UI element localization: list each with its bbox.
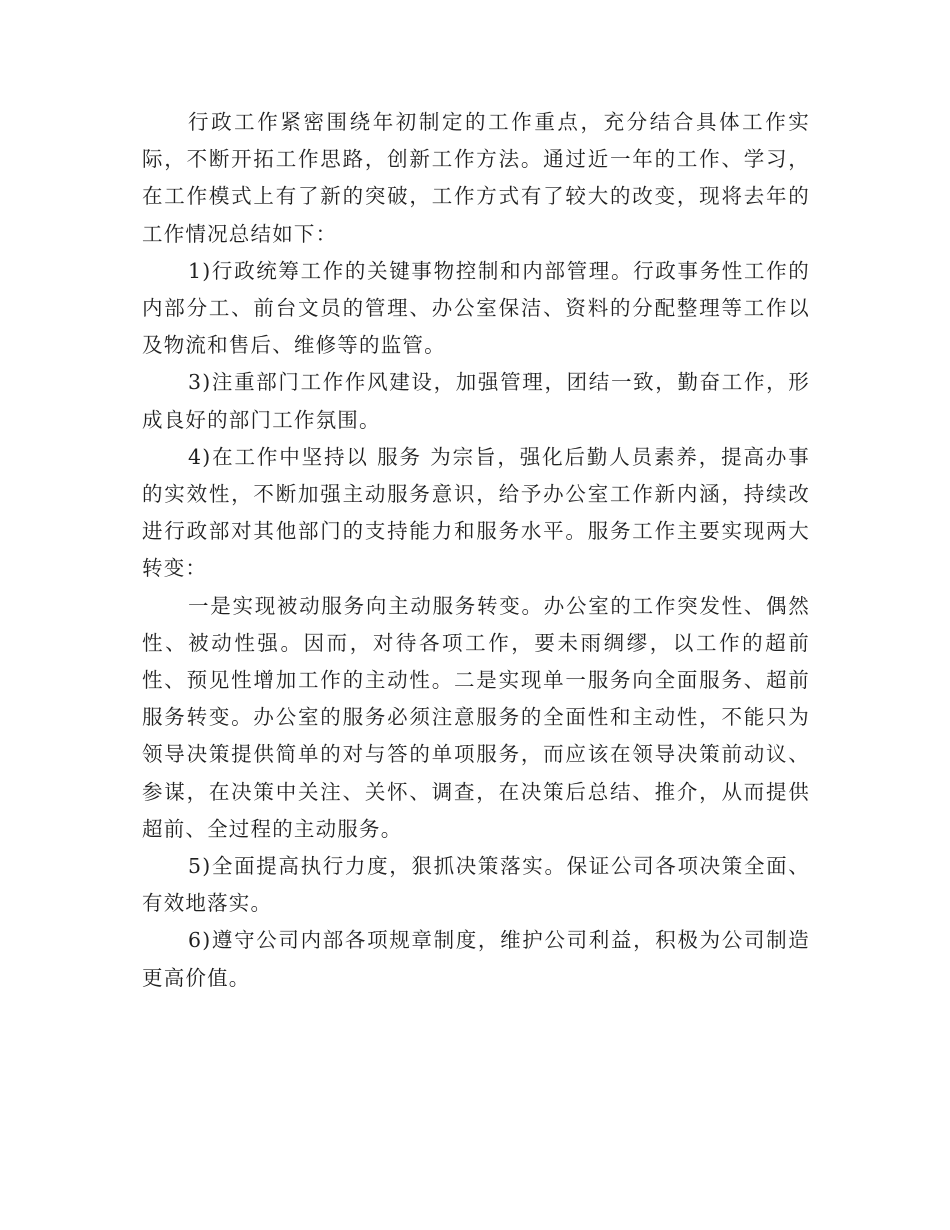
document-body (142, 104, 810, 997)
paragraph-item-4: 4)在工作中坚持以 服务 为宗旨，强化后勤人员素养，提高办事的实效性，不断加强主动服务意识，给予办公室工作新内涵，持续改进行政部对其他部门的支持能力和服务水平。服务工作主要实现两大转变： (142, 444, 810, 581)
paragraph-item-3: 3)注重部门工作作风建设，加强管理，团结一致，勤奋工作，形成良好的部门工作氛围。 (142, 370, 810, 432)
paragraph-item-1: 1)行政统筹工作的关键事物控制和内部管理。行政事务性工作的内部分工、前台文员的管理、办公室保洁、资料的分配整理等工作以及物流和售后、维修等的监管。 (142, 258, 810, 358)
paragraph-intro: 行政工作紧密围绕年初制定的工作重点，充分结合具体工作实际，不断开拓工作思路，创新工作方法。通过近一年的工作、学习，在工作模式上有了新的突破，工作方式有了较大的改变，现将去年的工作情况总结如下： (142, 110, 810, 246)
paragraph-item-5: 5)全面提高执行力度，狠抓决策落实。保证公司各项决策全面、有效地落实。 (142, 854, 810, 916)
paragraph-item-6: 6)遵守公司内部各项规章制度，维护公司利益，积极为公司制造更高价值。 (142, 928, 810, 990)
paragraph-service-transformation: 一是实现被动服务向主动服务转变。办公室的工作突发性、偶然性、被动性强。因而，对待各项工作，要未雨绸缪，以工作的超前性、预见性增加工作的主动性。二是实现单一服务向全面服务、超前服务转变。办公室的服务必须注意服务的全面性和主动性，不能只为领导决策提供简单的对与答的单项服务，而应该在领导决策前动议、参谋，在决策中关注、关怀、调查，在决策后总结、推介，从而提供超前、全过程的主动服务。 (142, 593, 810, 841)
